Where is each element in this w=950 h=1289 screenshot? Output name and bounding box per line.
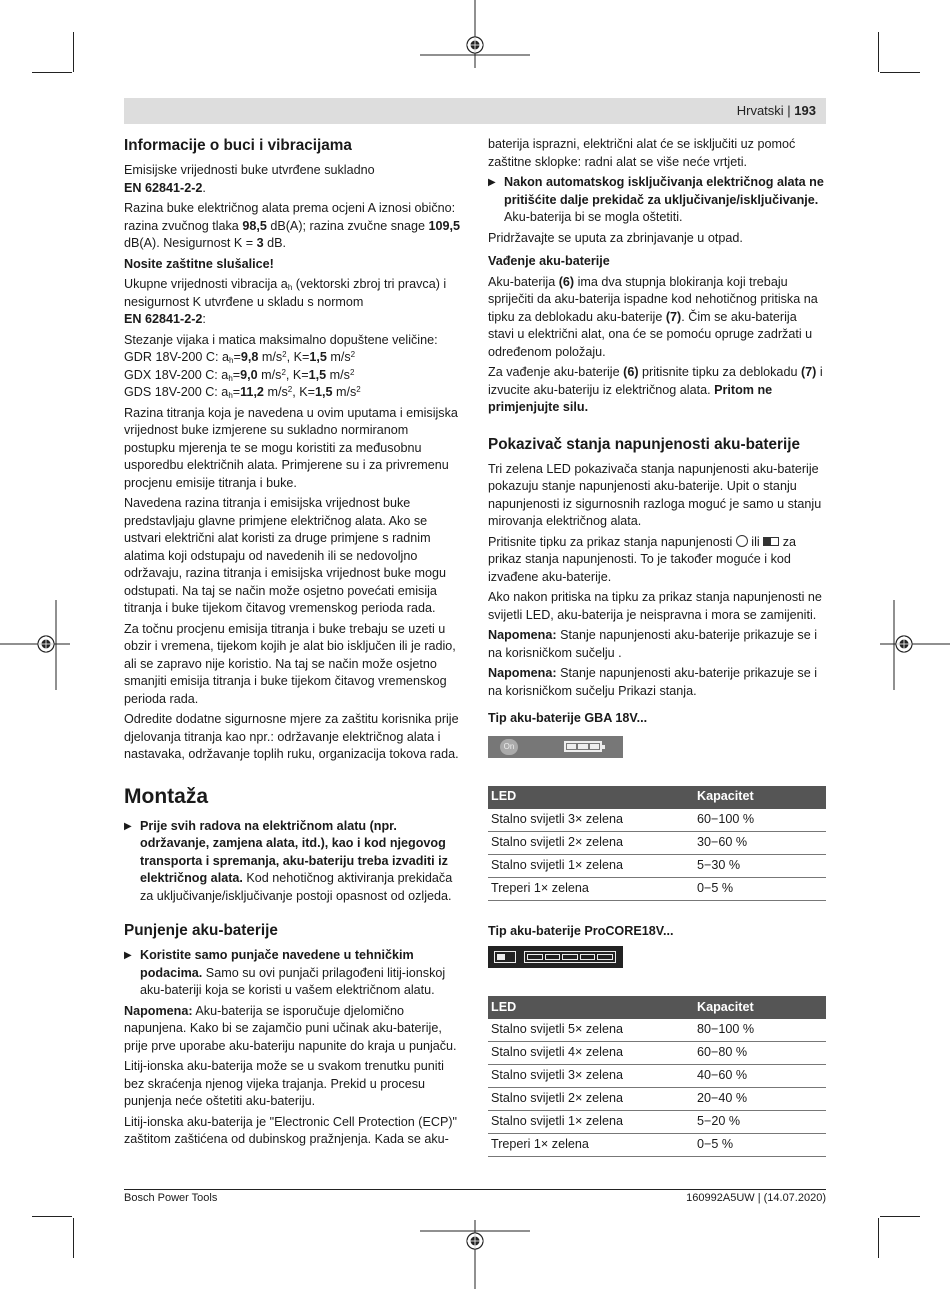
section-title-charge-indicator: Pokazivač stanja napunjenosti aku-baterije [488,435,800,453]
gba-indicator-image [488,736,623,758]
paragraph: Pridržavajte se uputa za zbrinjavanje u otpad. [488,230,743,245]
on-button-icon: On [500,739,518,755]
vibration-value-gdx: GDX 18V-200 C: $a_h=9,0$ $m/s^2$, K=1,5 $m/s^2$ [124,367,355,383]
footer-doc-id: 160992A5UW | (14.07.2020) [686,1192,826,1204]
paragraph: Ako nakon pritiska na tipku za prikaz stanja napunjenosti ne svijetli LED, aku-baterija je neispravna i mora se zamijeniti. [488,590,822,622]
paragraph: Pritisnite tipku za prikaz stanja napunjenosti ili za prikaz stanja napunjenosti. To je također moguće i kod izvađene aku-baterije. [488,534,797,584]
paragraph: Emisijske vrijednosti buke utvrđene sukladno EN 62841-2-2. [124,163,375,195]
right-column [488,136,826,1179]
paragraph: Litij-ionska aku-baterija može se u svakom trenutku puniti bez skraćenja njenog vijeka trajanja. Prekid u procesu punjenja neće oštetiti aku-bateriju. [124,1059,444,1108]
column-header: Kapacitet [694,786,826,809]
battery-type-procore: Tip aku-baterije ProCORE18V... [488,923,674,938]
crop-mark [880,1216,920,1217]
battery-small-icon [494,951,516,963]
table-row: Stalno svijetli 2× zelena 30−60 % [488,831,826,854]
vibration-value-gds: GDS 18V-200 C: $a_h=11,2$ $m/s^2$, K=1,5 $m/s^2$ [124,385,361,400]
warning-text: Nosite zaštitne slušalice! [124,256,274,271]
battery-type-gba: Tip aku-baterije GBA 18V... [488,711,648,725]
table-row: Stalno svijetli 3× zelena 60−100 % [488,809,826,832]
table-row: Stalno svijetli 1× zelena 5−20 % [488,1111,826,1134]
footer-divider [124,1189,826,1190]
paragraph: Ukupne vrijednosti vibracija $a_h$ (vektorski zbroj tri pravca) i nesigurnost K utvrđene u skladu s normom EN 62841-2-2: [124,277,447,326]
section-title-assembly: Montaža [124,784,208,808]
bullet-item: ▶ Koristite samo punjače navedene u tehničkim podacima. Samo su ovi punjači prilagođeni litij-ionskoj aku-bateriji koja se koristi u vašem električnom alatu. [124,947,462,1000]
gba-capacity-table [488,786,826,901]
crop-mark [878,32,879,72]
paragraph: Razina titranja koja je navedena u ovim uputama i emisijska vrijednost buke izmjerene su sukladno normiranom postupku mjerenja te se mogu koristiti za međusobnu usporedbu električnih alata. Primjerene su i za privremenu procjenu emisije titranja i buke. [124,405,458,490]
table-header-row [488,786,826,809]
section-title-charging: Punjenje aku-baterije [124,922,278,939]
paragraph: Odredite dodatne sigurnosne mjere za zaštitu korisnika prije djelovanja titranja kao npr.: održavanje električnog alata i nastavaka, održavanje toplih ruku, organizacija tokova rada. [124,712,459,761]
header-text [737,103,816,118]
crop-mark [880,72,920,73]
column-header: Kapacitet [694,996,826,1019]
paragraph: Za točnu procjenu emisija titranja i buke trebaju se uzeti u obzir i vremena, tijekom kojih je alat bio isključen ili je radio, ali se zapravo nije koristio. Na taj se način može osjetno smanjiti emisija titranja i buke tijekom čitavog vremenskog perioda rada. [124,621,456,706]
note: Napomena: Stanje napunjenosti aku-baterije prikazuje se i na korisničkom sučelju . [488,628,818,660]
section-title-noise: Informacije o buci i vibracijama [124,137,352,154]
table-header-row [488,996,826,1019]
crop-mark [32,72,72,73]
table-row: Stalno svijetli 3× zelena 40−60 % [488,1065,826,1088]
table-row: Stalno svijetli 1× zelena 5−30 % [488,854,826,877]
battery-level-icon [564,741,602,752]
procore-capacity-table [488,996,826,1157]
table-row: Treperi 1× zelena 0−5 % [488,1134,826,1157]
bullet-item: ▶ Prije svih radova na električnom alatu (npr. održavanje, zamjena alata, itd.), kao i kod njegovog transporta i spremanja, aku-bateriju treba izvaditi iz električnog alata. Kod nehotičnog aktiviranja prekidača za uključivanje/isključivanje postoji opasnost od ozljeda. [124,818,462,906]
column-header: LED [488,786,694,809]
paragraph: Litij-ionska aku-baterija je "Electronic Cell Protection (ECP)" zaštitom zaštićena od dubinskog pražnjenja. Kada se aku- [124,1114,458,1146]
header-language: Hrvatski [736,103,784,118]
paragraph: Razina buke električnog alata prema ocjeni A iznosi obično: razina zvučnog tlaka 98,5 dB(A); razina zvučne snage 109,5 dB(A). Nesigurnost K = 3 dB. [124,201,461,250]
page-header [124,98,826,124]
note: Napomena: Stanje napunjenosti aku-baterije prikazuje se i na korisničkom sučelju Prikazi stanja. [488,666,818,698]
registration-mark-right [880,600,950,690]
header-separator: | [783,103,795,118]
paragraph: baterija isprazni, električni alat će se isključiti uz pomoć zaštitne sklopke: radni alat se više neće vrtjeti. [488,137,796,169]
vibration-value-gdr: GDR 18V-200 C: $a_h=9,8$ $m/s^2$, K=1,5 $m/s^2$ [124,350,356,365]
battery-level-bar-icon [524,951,616,963]
paragraph: Za vađenje aku-baterije (6) pritisnite tipku za deblokadu (7) i izvucite aku-bateriju iz električnog alata. Pritom ne primjenjujte silu. [488,365,823,414]
crop-mark [878,1218,879,1258]
crop-mark [73,32,74,72]
paragraph: Stezanje vijaka i matica maksimalno dopuštene veličine: [124,332,438,347]
page-number: 193 [794,103,816,118]
note: Napomena: Aku-baterija se isporučuje djelomično napunjena. Kako bi se zajamčio puni učinak aku-baterije, prije prve uporabe aku-bateriju napunite do kraja u punjaču. [124,1003,457,1053]
table-row: Stalno svijetli 2× zelena 20−40 % [488,1088,826,1111]
left-column [124,136,462,1152]
table-row: Stalno svijetli 4× zelena 60−80 % [488,1042,826,1065]
paragraph: Aku-baterija (6) ima dva stupnja blokiranja koji trebaju spriječiti da aku-baterija ispadne kod nehotičnog pritiska na tipku za deblokadu aku-baterije (7). Čim se aku-baterija stavi u električni alat, ona će se pomoću opruge zadržati u određenom položaju. [488,274,818,359]
paragraph: Tri zelena LED pokazivača stanja napunjenosti aku-baterije pokazuju stanje napunjenosti aku-baterije. Upit o stanju napunjenosti iz sigurnosnih razloga moguć je samo u stanju mirovanja električnog alata. [488,461,822,528]
table-row: Stalno svijetli 5× zelena 80−100 % [488,1019,826,1042]
table-row: Treperi 1× zelena 0−5 % [488,877,826,900]
registration-mark-top [420,0,530,70]
footer-publisher: Bosch Power Tools [124,1192,218,1204]
subheading-remove-battery: Vađenje aku-baterije [488,254,610,268]
crop-mark [32,1216,72,1217]
registration-mark-left [0,600,70,690]
bullet-item: ▶ Nakon automatskog isključivanja električnog alata ne pritišćite dalje prekidač za uključivanje/isključivanje. Aku-baterija bi se mogla oštetiti. [488,174,826,227]
procore-indicator-image [488,946,623,968]
charge-button-icon [736,535,748,547]
registration-mark-bottom [420,1220,530,1289]
column-header: LED [488,996,694,1019]
paragraph: Navedena razina titranja i emisijska vrijednost buke predstavljaju glavne primjene električnog alata. Ako se ustvari električni alat koristi za druge primjene s radnim alatima koji odstupaju od navedenih ili se nedovoljno održavaju, razina titranja i emisijska vrijednost buke mogu odstupati. Na taj se način može osjetno povećati emisija titranja i buke tijekom čitavog vremenskog perioda rada. [124,496,446,615]
crop-mark [73,1218,74,1258]
battery-icon [763,537,779,546]
